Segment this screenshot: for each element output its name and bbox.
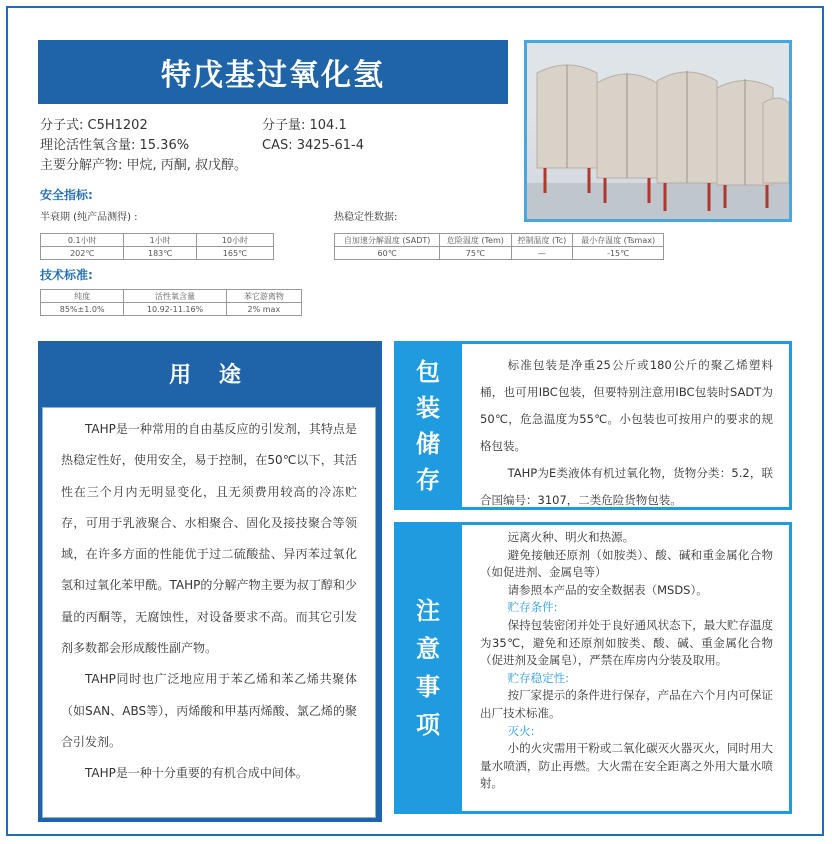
cas-text: CAS: 3425-61-4 xyxy=(262,138,365,153)
packaging-paragraph: 标准包装是净重25公斤或180公斤的聚乙烯塑料桶，也可用IBC包装，但要特别注意用IBC包装时SADT为50℃，危急温度为55℃。小包装也可按用户的要求的规格包装。 xyxy=(480,358,773,453)
tech-table xyxy=(40,289,302,316)
thermal-label: 热稳定性数据: xyxy=(334,212,398,223)
thermal-table xyxy=(334,233,664,260)
heading-char: 事 xyxy=(416,673,440,701)
table-cell: 危险温度 (Tem) xyxy=(440,234,511,247)
half-life-label: 半衰期 (纯产品测得) : xyxy=(40,212,138,223)
molecular-weight-text: 分子量: 104.1 xyxy=(262,118,347,133)
notes-heading xyxy=(394,522,462,814)
packaging-paragraph: TAHP为E类液体有机过氧化物，货物分类：5.2，联合国编号：3107，二类危险货物包装。 xyxy=(480,466,773,507)
fire-label: 灭火: xyxy=(507,723,535,738)
packaging-heading xyxy=(394,341,462,510)
storage-condition-label: 贮存条件: xyxy=(507,600,558,615)
usage-paragraph: TAHP同时也广泛地应用于苯乙烯和苯乙烯共聚体（如SAN、ABS等），丙烯酸和甲基丙烯酸、氯乙烯的聚合引发剂。 xyxy=(61,672,357,749)
decomposition-text: 主要分解产物: 甲烷, 丙酮, 叔戊醇。 xyxy=(40,158,248,173)
table-cell: 202℃ xyxy=(41,247,124,260)
storage-tanks-photo xyxy=(524,40,792,222)
table-cell: 0.1小时 xyxy=(41,234,124,247)
table-cell: 自加速分解温度 (SADT) xyxy=(335,234,440,247)
table-cell: 1小时 xyxy=(124,234,196,247)
table-cell: 纯度 xyxy=(41,290,124,303)
notes-paragraph: 按厂家提示的条件进行保存，产品在六个月内可保证出厂技术标准。 xyxy=(480,688,773,720)
table-cell: 75℃ xyxy=(440,247,511,260)
tech-heading: 技术标准: xyxy=(40,268,93,282)
usage-body xyxy=(42,407,376,818)
tank-illustration xyxy=(527,43,789,219)
heading-char: 包 xyxy=(416,357,440,386)
packaging-body xyxy=(462,344,789,507)
heading-char: 意 xyxy=(416,635,440,663)
half-life-table xyxy=(40,233,274,260)
active-oxygen-text: 理论活性氧含量: 15.36% xyxy=(40,138,190,153)
usage-heading: 用 途 xyxy=(169,362,251,388)
table-cell: 183℃ xyxy=(124,247,196,260)
heading-char: 储 xyxy=(416,429,440,458)
table-cell: 最小存温度 (Tsmax) xyxy=(573,234,664,247)
table-cell: 10小时 xyxy=(196,234,273,247)
notes-paragraph: 远离火种、明火和热源。 xyxy=(507,530,635,544)
notes-paragraph: 避免接触还原剂（如胺类）、酸、碱和重金属化合物（如促进剂、金属皂等） xyxy=(480,547,773,580)
heading-char: 存 xyxy=(416,465,440,494)
usage-paragraph: TAHP是一种十分重要的有机合成中间体。 xyxy=(85,766,308,781)
product-title: 特戊基过氧化氢 xyxy=(38,40,508,104)
table-cell: — xyxy=(511,247,573,260)
table-cell: 控制温度 (Tc) xyxy=(511,234,573,247)
packaging-panel xyxy=(394,341,792,510)
formula-text: 分子式: C5H1202 xyxy=(40,118,148,133)
storage-stability-label: 贮存稳定性: xyxy=(507,670,569,685)
heading-char: 装 xyxy=(416,393,440,422)
notes-panel xyxy=(394,522,792,814)
table-cell: 60℃ xyxy=(335,247,440,260)
table-cell: 85%±1.0% xyxy=(41,303,124,316)
notes-paragraph: 保持包装密闭并处于良好通风状态下，最大贮存温度为35℃，避免和还原剂如胺类、酸、碱、重金属化合物（促进剂及金属皂），严禁在库房内分装及取用。 xyxy=(480,617,773,668)
usage-paragraph: TAHP是一种常用的自由基反应的引发剂，其特点是热稳定性好，使用安全，易于控制，在50℃以下，其活性在三个月内无明显变化，且无须费用较高的冷冻贮存，可用于乳液聚合、水相聚合、固化及接技聚合等领域，在许多方面的性能优于过二硫酸盐、异丙苯过氧化氢和过氧化苯甲酰。TAHP的分解产物主要为叔丁醇和少量的丙酮等，无腐蚀性，对设备要求不高。而其它引发剂多数都会形成酸性副产物。 xyxy=(61,422,357,656)
notes-paragraph: 请参照本产品的安全数据表（MSDS）。 xyxy=(507,582,708,597)
table-cell: 活性氧含量 xyxy=(124,290,226,303)
table-cell: -15℃ xyxy=(573,247,664,260)
safety-heading: 安全指标: xyxy=(40,188,93,202)
heading-char: 注 xyxy=(416,597,440,625)
notes-body xyxy=(462,525,789,811)
notes-paragraph: 小的火灾需用干粉或二氧化碳灭火器灭火，同时用大量水喷洒，防止再燃。大火需在安全距离之外用大量水喷射。 xyxy=(480,741,773,791)
table-cell: 苯它游离物 xyxy=(226,290,301,303)
heading-char: 项 xyxy=(416,711,440,739)
table-cell: 10.92-11.16% xyxy=(124,303,226,316)
table-cell: 2% max xyxy=(226,303,301,316)
usage-panel xyxy=(38,341,382,822)
table-cell: 165℃ xyxy=(196,247,273,260)
